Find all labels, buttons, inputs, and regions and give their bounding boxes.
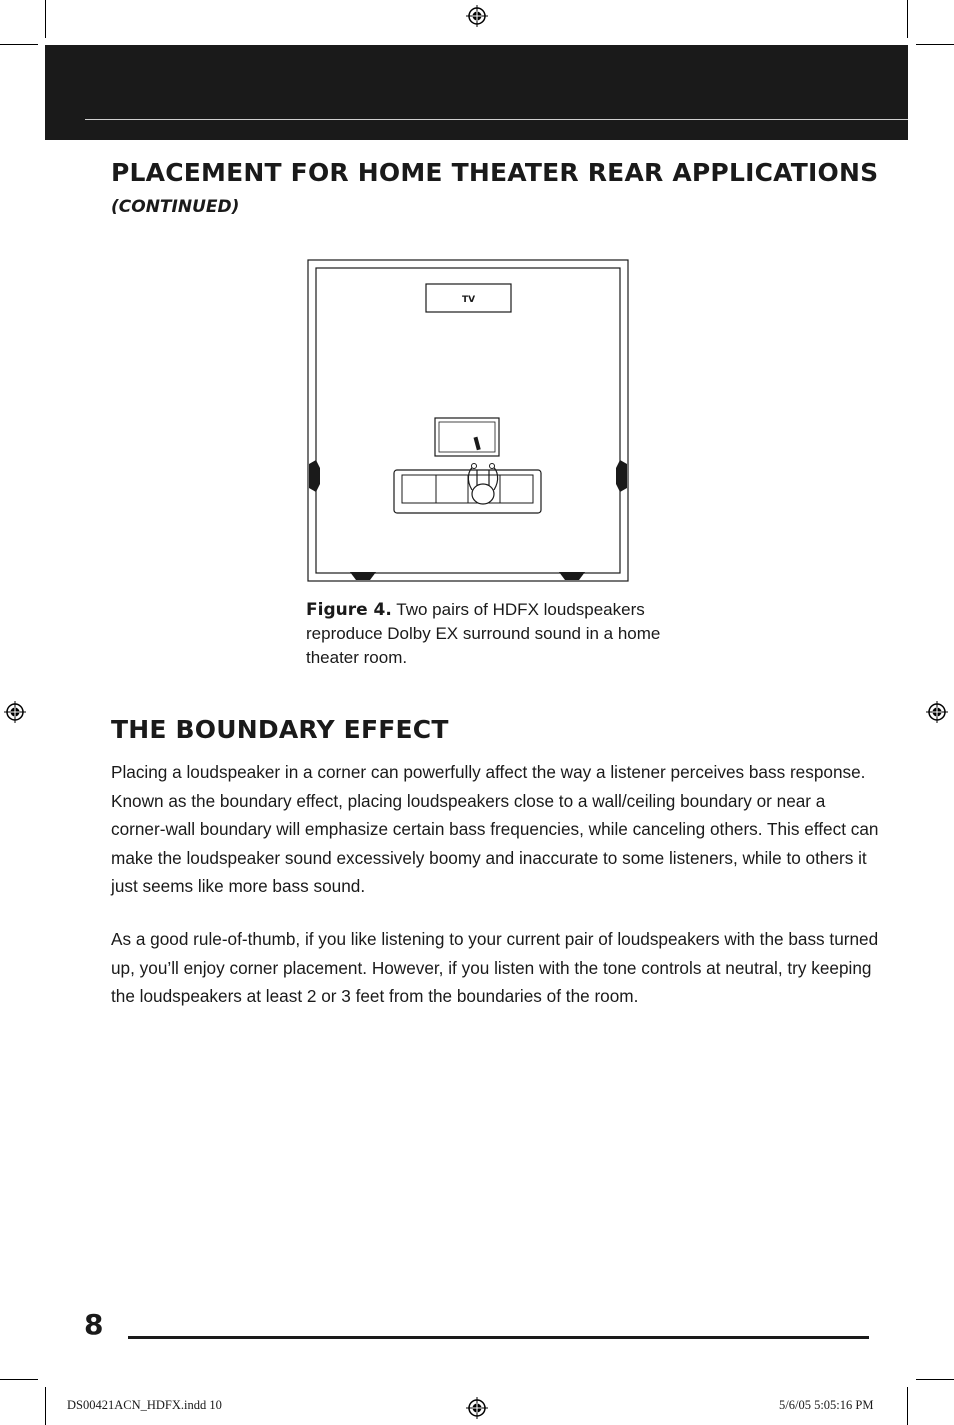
crop-mark — [45, 0, 46, 38]
speaker-right-icon — [616, 460, 627, 492]
section-title-placement: PLACEMENT FOR HOME THEATER REAR APPLICATIONS — [111, 158, 879, 187]
crop-mark — [916, 1379, 954, 1380]
crop-mark — [916, 44, 954, 45]
section-subtitle-continued: (CONTINUED) — [111, 197, 240, 217]
figure-caption — [306, 598, 686, 670]
registration-mark-icon — [466, 5, 488, 27]
crop-mark — [907, 1387, 908, 1425]
tv-label: TV — [461, 295, 476, 305]
body-paragraph: As a good rule-of-thumb, if you like listening to your current pair of loudspeakers with the bass turned up, you’ll enjoy corner placement. However, if you listen with the tone controls at neutral, try keeping the loudspeakers at least 2 or 3 feet from the boundaries of the room. — [111, 929, 879, 1006]
speaker-left-icon — [309, 460, 320, 492]
header-band — [45, 45, 908, 140]
registration-mark-icon — [4, 701, 26, 723]
figure-caption-text: Two pairs of HDFX loudspeakers reproduce Dolby EX surround sound in a home theater room. — [306, 600, 661, 667]
slug-filename: DS00421ACN_HDFX.indd 10 — [67, 1398, 222, 1412]
crop-mark — [45, 1387, 46, 1425]
registration-mark-icon — [466, 1397, 488, 1419]
coffee-table — [435, 418, 499, 456]
crop-mark — [0, 1379, 38, 1380]
sofa — [394, 470, 541, 513]
figure-caption-label: Figure 4. — [306, 600, 392, 620]
tv-box — [426, 284, 511, 312]
registration-mark-icon — [926, 701, 948, 723]
crop-mark — [907, 0, 908, 38]
header-rule — [85, 119, 908, 120]
room-diagram — [306, 258, 630, 584]
body-paragraph: Placing a loudspeaker in a corner can powerfully affect the way a listener perceives bass response. Known as the boundary effect, placing loudspeakers close to a wall/ceiling boundary or near a corner-wall boundary will emphasize certain bass frequencies, while canceling others. This effect can make the loudspeaker sound excessively boomy and inaccurate to some listeners, while to others it just seems like more bass sound. — [111, 762, 879, 896]
footer-rule — [128, 1336, 869, 1339]
page-number: 8 — [84, 1308, 104, 1341]
slug-timestamp: 5/6/05 5:05:16 PM — [779, 1398, 874, 1412]
section-title-boundary-effect: THE BOUNDARY EFFECT — [111, 715, 449, 744]
crop-mark — [0, 44, 38, 45]
